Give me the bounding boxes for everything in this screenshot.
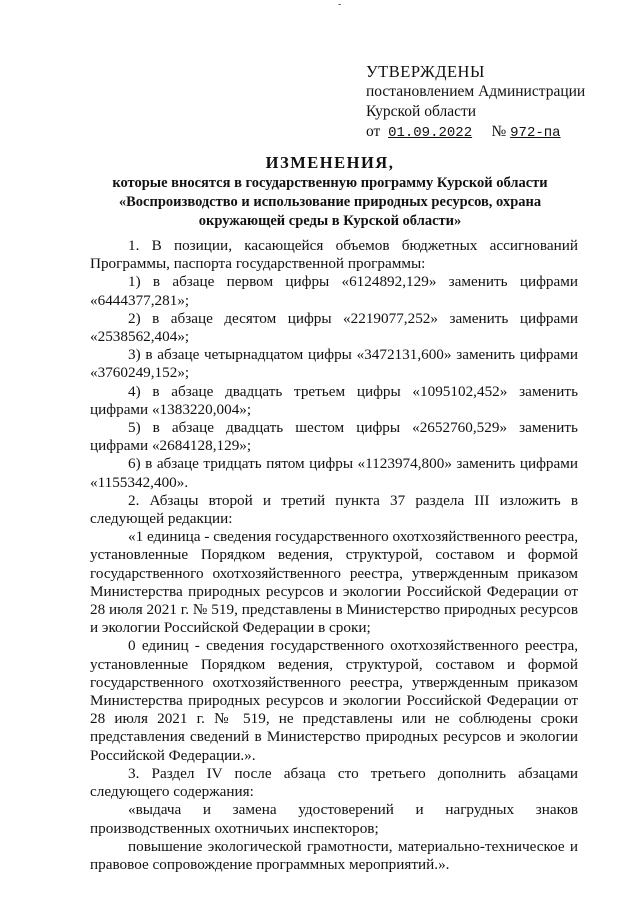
- scan-mark: -: [338, 0, 342, 10]
- heading-line-1: которые вносятся в государственную программу Курской области: [112, 175, 548, 191]
- paragraph: 0 единиц - сведения государственного охотхозяйственного реестра, установленные Порядком ведения, структурой, составом и формой государственного охотхозяйственного реестра, утвержденным приказом Министерства природных ресурсов и экологии Российской Федерации от 28 июля 2021 г. № 519, не представлены или не соблюдены сроки представления сведений в Министерство природных ресурсов и экологии Российской Федерации.».: [90, 637, 578, 764]
- approval-title: УТВЕРЖДЕНЫ: [366, 62, 485, 81]
- paragraph: 2. Абзацы второй и третий пункта 37 раздела III изложить в следующей редакции:: [90, 491, 578, 528]
- paragraph: 2) в абзаце десятом цифры «2219077,252» заменить цифрами «2538562,404»;: [90, 309, 578, 346]
- approval-block: [366, 62, 616, 143]
- document-heading: [80, 152, 580, 231]
- approval-date: 01.09.2022: [388, 125, 473, 141]
- from-label: от: [366, 123, 381, 140]
- number-label: №: [491, 123, 507, 140]
- paragraph: «выдача и замена удостоверений и нагрудных знаков производственных охотничьих инспекторов;: [90, 801, 578, 837]
- paragraph: «1 единица - сведения государственного охотхозяйственного реестра, установленные Порядком ведения, структурой, составом и формой государственного охотхозяйственного реестра, утвержденным приказом Министерства природных ресурсов и экологии Российской Федерации от 28 июля 2021 г. № 519, представлены в Министерство природных ресурсов и экологии Российской Федерации в сроки;: [90, 528, 578, 637]
- paragraph: 3. Раздел IV после абзаца сто третьего дополнить абзацами следующего содержания:: [90, 764, 578, 801]
- approval-line-1: постановлением Администрации: [366, 83, 586, 100]
- document-body: [90, 237, 578, 874]
- paragraph: 1. В позиции, касающейся объемов бюджетных ассигнований Программы, паспорта государственной программы:: [90, 237, 578, 273]
- paragraph: 5) в абзаце двадцать шестом цифры «2652760,529» заменить цифрами «2684128,129»;: [90, 419, 578, 455]
- paragraph: 4) в абзаце двадцать третьем цифры «1095102,452» заменить цифрами «1383220,004»;: [90, 382, 578, 418]
- approval-date-line: [366, 122, 616, 143]
- paragraph: 3) в абзаце четырнадцатом цифры «3472131,600» заменить цифрами «3760249,152»;: [90, 346, 578, 382]
- paragraph: 6) в абзаце тридцать пятом цифры «1123974,800» заменить цифрами «1155342,400».: [90, 455, 578, 491]
- approval-number: 972-па: [510, 125, 561, 141]
- heading-line-3: окружающей среды в Курской области»: [198, 213, 462, 229]
- approval-line-2: Курской области: [366, 103, 477, 120]
- paragraph: повышение экологической грамотности, материально-техническое и правовое сопровождение программных мероприятий.».: [90, 837, 578, 873]
- heading-title: ИЗМЕНЕНИЯ,: [265, 153, 395, 172]
- paragraph: 1) в абзаце первом цифры «6124892,129» заменить цифрами «6444377,281»;: [90, 273, 578, 309]
- heading-line-2: «Воспроизводство и использование природных ресурсов, охрана: [118, 194, 542, 210]
